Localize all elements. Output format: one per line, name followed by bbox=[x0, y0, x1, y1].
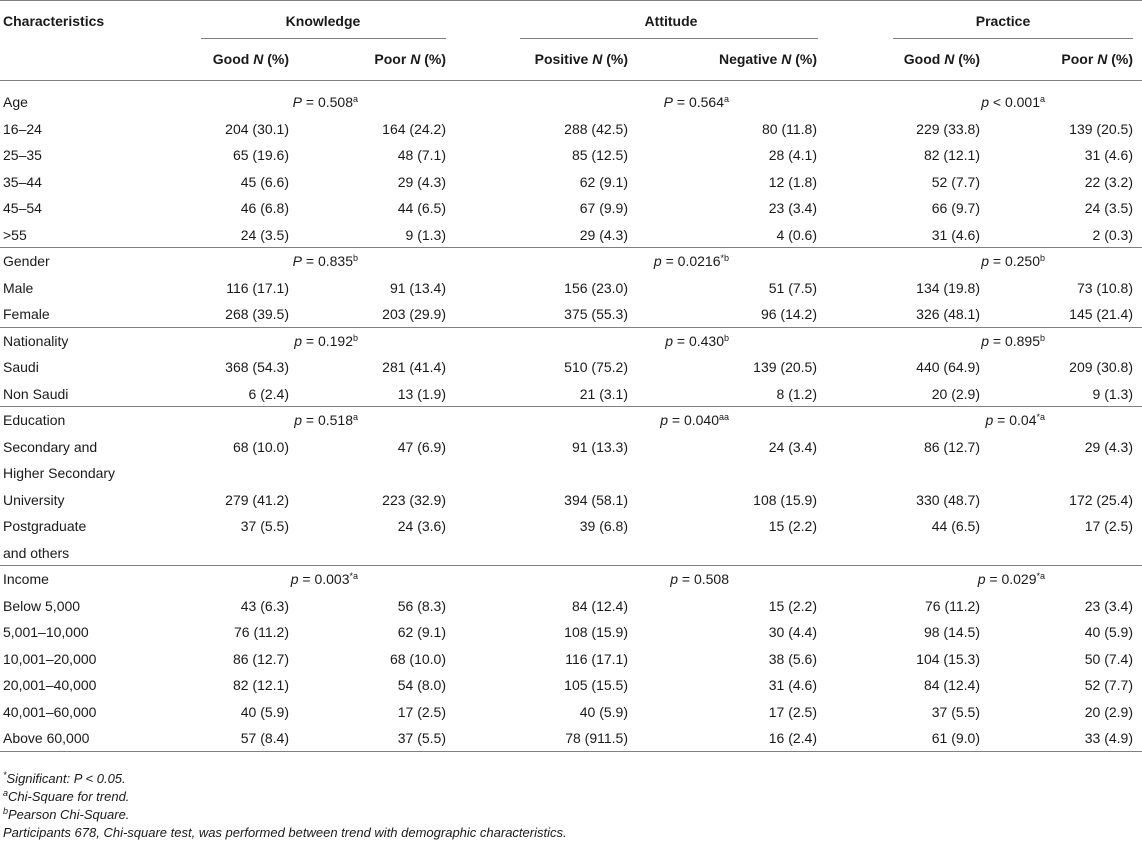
table-cell: 54 (8.0) bbox=[397, 677, 446, 693]
table-cell: 85 (12.5) bbox=[571, 147, 628, 163]
p-value-superscript: b bbox=[352, 253, 358, 263]
subcol-label: Poor bbox=[1061, 51, 1098, 67]
footnote-a: $^a$Chi-Square for trend. bbox=[3, 788, 130, 804]
table-cell: 78 (911.5) bbox=[565, 730, 628, 746]
subcol-pct: (%) bbox=[791, 51, 817, 67]
row-label: 35–44 bbox=[3, 173, 42, 190]
table-cell: 56 (8.3) bbox=[397, 597, 446, 614]
table-cell: 22 (3.2) bbox=[1084, 173, 1133, 190]
row-label: 5,001–10,000 bbox=[3, 624, 89, 640]
table-cell: 66 (9.7) bbox=[931, 200, 980, 216]
table-cell: 24 (3.4) bbox=[768, 438, 817, 455]
table-cell: 43 (6.3) bbox=[240, 597, 289, 614]
table-cell: 12 (1.8) bbox=[768, 173, 817, 190]
p-value-superscript: b bbox=[352, 332, 358, 343]
table-cell: 440 (64.9) bbox=[916, 359, 980, 375]
table-cell: 17 (2.5) bbox=[1084, 518, 1133, 534]
table-cell: 28 (4.1) bbox=[768, 147, 817, 163]
p-value-0 bbox=[138, 252, 358, 270]
table-cell: 9 (1.3) bbox=[405, 226, 446, 243]
table-cell: 62 (9.1) bbox=[397, 624, 446, 640]
table-cell: 326 (48.1) bbox=[916, 306, 980, 322]
p-symbol: p bbox=[981, 94, 989, 110]
table-cell: 91 (13.3) bbox=[571, 438, 628, 455]
table-cell: 68 (10.0) bbox=[232, 438, 289, 455]
row-label: Higher Secondary bbox=[3, 465, 116, 481]
p-symbol: p bbox=[294, 332, 302, 349]
table-cell: 281 (41.4) bbox=[382, 359, 446, 375]
table-cell: 4 (0.6) bbox=[776, 226, 817, 243]
p-value-0 bbox=[138, 411, 358, 429]
table-cell: 76 (11.2) bbox=[925, 597, 980, 614]
subcol-label: Negative bbox=[718, 51, 782, 67]
section-divider bbox=[0, 565, 1142, 566]
header-subcol-5 bbox=[933, 50, 1133, 68]
p-symbol: p bbox=[670, 571, 678, 587]
table-cell: 21 (3.1) bbox=[579, 385, 628, 402]
p-value-text: = 0.430 bbox=[672, 332, 724, 349]
table-cell: 67 (9.9) bbox=[579, 200, 628, 216]
table-footnotes bbox=[3, 770, 1133, 842]
row-label: >55 bbox=[3, 226, 27, 243]
table-cell: 223 (32.9) bbox=[382, 491, 446, 508]
header-group-rule-0 bbox=[201, 38, 446, 39]
table-cell: 50 (7.4) bbox=[1084, 650, 1133, 667]
row-label: 20,001–40,000 bbox=[3, 677, 97, 693]
table-cell: 6 (2.4) bbox=[248, 385, 289, 402]
table-cell: 268 (39.5) bbox=[225, 306, 289, 322]
row-label: 40,001–60,000 bbox=[3, 703, 97, 720]
table-cell: 375 (55.3) bbox=[564, 306, 628, 322]
table-cell: 288 (42.5) bbox=[564, 120, 628, 137]
p-symbol: P bbox=[292, 94, 302, 110]
table-cell: 44 (6.5) bbox=[931, 518, 980, 534]
p-value-2 bbox=[825, 570, 1045, 588]
section-title: Gender bbox=[3, 253, 50, 269]
p-value-1 bbox=[509, 93, 729, 111]
table-cell: 139 (20.5) bbox=[1069, 120, 1133, 137]
row-label: 10,001–20,000 bbox=[3, 650, 97, 667]
header-group-2: Practice bbox=[975, 13, 1031, 29]
row-label: Female bbox=[3, 306, 50, 322]
table-cell: 68 (10.0) bbox=[389, 650, 446, 667]
table-cell: 172 (25.4) bbox=[1069, 491, 1133, 508]
table-cell: 24 (3.5) bbox=[240, 226, 289, 243]
subcol-label: Positive bbox=[534, 51, 593, 67]
table-cell: 30 (4.4) bbox=[768, 624, 817, 640]
p-value-superscript: a bbox=[352, 94, 358, 104]
table-cell: 204 (30.1) bbox=[225, 120, 289, 137]
table-cell: 15 (2.2) bbox=[768, 597, 817, 614]
section-title: Education bbox=[3, 412, 66, 428]
header-bottom-rule bbox=[0, 80, 1142, 81]
table-cell: 330 (48.7) bbox=[916, 491, 980, 508]
table-cell: 37 (5.5) bbox=[240, 518, 289, 534]
table-cell: 91 (13.4) bbox=[389, 279, 446, 296]
table-cell: 80 (11.8) bbox=[762, 120, 817, 137]
table-cell: 45 (6.6) bbox=[240, 173, 289, 190]
table-cell: 116 (17.1) bbox=[226, 279, 289, 296]
subcol-pct: (%) bbox=[420, 51, 446, 67]
p-value-text: = 0.518 bbox=[301, 412, 353, 428]
p-value-0 bbox=[138, 93, 358, 111]
table-cell: 33 (4.9) bbox=[1084, 730, 1133, 746]
table-cell: 98 (14.5) bbox=[923, 624, 980, 640]
table-cell: 116 (17.1) bbox=[565, 650, 628, 667]
section-title: Income bbox=[3, 571, 49, 587]
section-divider bbox=[0, 247, 1142, 248]
p-symbol: p bbox=[294, 412, 302, 428]
footnote-b: $^b$Pearson Chi-Square. bbox=[3, 806, 130, 822]
table-cell: 13 (1.9) bbox=[397, 385, 446, 402]
p-symbol: p bbox=[290, 571, 299, 587]
p-value-text: = 0.192 bbox=[301, 332, 353, 349]
section-title: Age bbox=[3, 94, 28, 110]
table-cell: 156 (23.0) bbox=[564, 279, 628, 296]
table-cell: 37 (5.5) bbox=[931, 703, 980, 720]
table-cell: 23 (3.4) bbox=[1084, 597, 1133, 614]
row-label: University bbox=[3, 491, 65, 508]
subcol-n: N bbox=[1097, 51, 1108, 67]
table-cell: 15 (2.2) bbox=[768, 518, 817, 534]
table-cell: 52 (7.7) bbox=[931, 173, 980, 190]
table-cell: 164 (24.2) bbox=[382, 120, 446, 137]
subcol-pct: (%) bbox=[954, 51, 980, 67]
header-group-rule-1 bbox=[520, 38, 818, 39]
p-value-2 bbox=[825, 332, 1045, 350]
p-value-1 bbox=[509, 332, 729, 350]
p-value-text: = 0.04 bbox=[993, 412, 1037, 428]
p-value-superscript: b bbox=[1039, 253, 1045, 263]
p-value-text: = 0.508 bbox=[301, 94, 353, 110]
table-cell: 16 (2.4) bbox=[768, 730, 817, 746]
table-cell: 8 (1.2) bbox=[776, 385, 817, 402]
p-value-superscript: b bbox=[1039, 332, 1045, 343]
table-cell: 40 (5.9) bbox=[1084, 624, 1133, 640]
table-top-rule bbox=[0, 0, 1142, 1]
p-value-2 bbox=[825, 252, 1045, 270]
p-symbol: p bbox=[981, 253, 989, 269]
table-cell: 40 (5.9) bbox=[579, 703, 628, 720]
p-value-0 bbox=[138, 332, 358, 350]
row-label: 16–24 bbox=[3, 120, 42, 137]
table-cell: 31 (4.6) bbox=[768, 677, 817, 693]
subcol-pct: (%) bbox=[602, 51, 628, 67]
table-cell: 31 (4.6) bbox=[1084, 147, 1133, 163]
table-cell: 52 (7.7) bbox=[1084, 677, 1133, 693]
p-value-superscript: a bbox=[723, 94, 729, 104]
table-cell: 96 (14.2) bbox=[760, 306, 817, 322]
row-label: Postgraduate bbox=[3, 518, 87, 534]
table-cell: 62 (9.1) bbox=[579, 173, 628, 190]
table-cell: 48 (7.1) bbox=[397, 147, 446, 163]
footnote-significant: *Significant: P < 0.05. bbox=[3, 770, 126, 786]
header-characteristics: Characteristics bbox=[3, 13, 105, 29]
table-cell: 82 (12.1) bbox=[923, 147, 980, 163]
p-symbol: P bbox=[663, 94, 673, 110]
row-label: Male bbox=[3, 279, 34, 296]
table-cell: 61 (9.0) bbox=[931, 730, 980, 746]
p-value-superscript: aa bbox=[718, 412, 729, 422]
subcol-n: N bbox=[410, 51, 421, 67]
table-cell: 368 (54.3) bbox=[225, 359, 289, 375]
subcol-n: N bbox=[781, 51, 792, 67]
p-value-superscript: *a bbox=[1036, 412, 1045, 422]
table-cell: 39 (6.8) bbox=[579, 518, 628, 534]
p-symbol: p bbox=[977, 571, 986, 587]
subcol-label: Good bbox=[903, 51, 945, 67]
table-cell: 37 (5.5) bbox=[397, 730, 446, 746]
table-cell: 24 (3.5) bbox=[1084, 200, 1133, 216]
p-symbol: p bbox=[653, 253, 662, 269]
table-cell: 108 (15.9) bbox=[564, 624, 628, 640]
subcol-pct: (%) bbox=[263, 51, 289, 67]
table-cell: 47 (6.9) bbox=[397, 438, 446, 455]
table-cell: 9 (1.3) bbox=[1092, 385, 1133, 402]
p-value-2 bbox=[825, 411, 1045, 429]
p-symbol: P bbox=[292, 253, 302, 269]
header-group-0: Knowledge bbox=[285, 13, 361, 29]
header-subcol-2 bbox=[428, 50, 628, 68]
p-value-1 bbox=[509, 570, 729, 588]
table-cell: 31 (4.6) bbox=[931, 226, 980, 243]
section-title: Nationality bbox=[3, 332, 69, 349]
table-cell: 108 (15.9) bbox=[753, 491, 817, 508]
table-cell: 24 (3.6) bbox=[397, 518, 446, 534]
row-label: and others bbox=[3, 544, 70, 561]
subcol-n: N bbox=[592, 51, 603, 67]
row-label: Above 60,000 bbox=[3, 730, 90, 746]
table-cell: 29 (4.3) bbox=[1084, 438, 1133, 455]
table-cell: 73 (10.8) bbox=[1076, 279, 1133, 296]
p-value-superscript: b bbox=[723, 332, 729, 343]
table-cell: 203 (29.9) bbox=[382, 306, 446, 322]
table-cell: 40 (5.9) bbox=[240, 703, 289, 720]
table-cell: 65 (19.6) bbox=[232, 147, 289, 163]
p-value-text: < 0.001 bbox=[988, 94, 1040, 110]
p-value-1 bbox=[509, 411, 729, 429]
table-cell: 510 (75.2) bbox=[564, 359, 628, 375]
p-value-0 bbox=[138, 570, 358, 588]
p-value-2 bbox=[825, 93, 1045, 111]
table-cell: 84 (12.4) bbox=[571, 597, 628, 614]
table-cell: 209 (30.8) bbox=[1069, 359, 1133, 375]
table-cell: 82 (12.1) bbox=[232, 677, 289, 693]
row-label: Below 5,000 bbox=[3, 597, 81, 614]
table-cell: 279 (41.2) bbox=[225, 491, 289, 508]
table-cell: 51 (7.5) bbox=[768, 279, 817, 296]
p-symbol: p bbox=[985, 412, 994, 428]
p-value-text: = 0.835 bbox=[301, 253, 353, 269]
table-cell: 229 (33.8) bbox=[916, 120, 980, 137]
table-cell: 86 (12.7) bbox=[923, 438, 980, 455]
table-cell: 104 (15.3) bbox=[916, 650, 980, 667]
table-cell: 145 (21.4) bbox=[1069, 306, 1133, 322]
table-cell: 2 (0.3) bbox=[1092, 226, 1133, 243]
p-value-superscript: *b bbox=[720, 253, 729, 263]
row-label: 45–54 bbox=[3, 200, 42, 216]
table-cell: 57 (8.4) bbox=[240, 730, 289, 746]
table-cell: 20 (2.9) bbox=[1084, 703, 1133, 720]
table-cell: 29 (4.3) bbox=[579, 226, 628, 243]
footnote-participants: Participants 678, Chi-square test, was performed between trend with demographic characteristics. bbox=[3, 825, 567, 840]
row-label: Secondary and bbox=[3, 438, 98, 455]
p-value-text: = 0.029 bbox=[985, 571, 1037, 587]
table-cell: 23 (3.4) bbox=[768, 200, 817, 216]
table-cell: 134 (19.8) bbox=[916, 279, 980, 296]
subcol-n: N bbox=[944, 51, 955, 67]
table-cell: 105 (15.5) bbox=[564, 677, 628, 693]
table-cell: 46 (6.8) bbox=[240, 200, 289, 216]
table-bottom-rule bbox=[0, 751, 1142, 752]
p-value-superscript: *a bbox=[1036, 571, 1045, 581]
table-cell: 44 (6.5) bbox=[397, 200, 446, 216]
p-value-superscript: *a bbox=[349, 571, 358, 581]
p-value-text: = 0.040 bbox=[667, 412, 719, 428]
subcol-n: N bbox=[253, 51, 264, 67]
table-cell: 86 (12.7) bbox=[232, 650, 289, 667]
p-symbol: p bbox=[660, 412, 668, 428]
p-symbol: p bbox=[665, 332, 673, 349]
table-cell: 394 (58.1) bbox=[564, 491, 628, 508]
table-cell: 29 (4.3) bbox=[397, 173, 446, 190]
header-group-1: Attitude bbox=[644, 13, 698, 29]
p-value-text: = 0.895 bbox=[988, 332, 1040, 349]
row-label: Saudi bbox=[3, 359, 39, 375]
section-divider bbox=[0, 406, 1142, 407]
p-value-text: = 0.0216 bbox=[661, 253, 721, 269]
p-value-superscript: a bbox=[1039, 94, 1045, 104]
table-cell: 17 (2.5) bbox=[397, 703, 446, 720]
subcol-pct: (%) bbox=[1107, 51, 1133, 67]
p-value-superscript: a bbox=[352, 412, 358, 422]
p-value-text: = 0.250 bbox=[988, 253, 1040, 269]
table-cell: 139 (20.5) bbox=[753, 359, 817, 375]
table-cell: 76 (11.2) bbox=[234, 624, 289, 640]
header-group-rule-2 bbox=[893, 38, 1133, 39]
table-cell: 20 (2.9) bbox=[931, 385, 980, 402]
row-label: 25–35 bbox=[3, 147, 42, 163]
subcol-label: Good bbox=[212, 51, 254, 67]
table-cell: 84 (12.4) bbox=[923, 677, 980, 693]
p-value-text: = 0.508 bbox=[678, 571, 729, 587]
table-cell: 17 (2.5) bbox=[768, 703, 817, 720]
p-value-1 bbox=[509, 252, 729, 270]
row-label: Non Saudi bbox=[3, 385, 69, 402]
p-value-text: = 0.003 bbox=[298, 571, 350, 587]
p-symbol: p bbox=[981, 332, 989, 349]
subcol-label: Poor bbox=[374, 51, 411, 67]
p-value-text: = 0.564 bbox=[672, 94, 724, 110]
table-cell: 38 (5.6) bbox=[768, 650, 817, 667]
header-subcol-1 bbox=[246, 50, 446, 68]
section-divider bbox=[0, 327, 1142, 328]
